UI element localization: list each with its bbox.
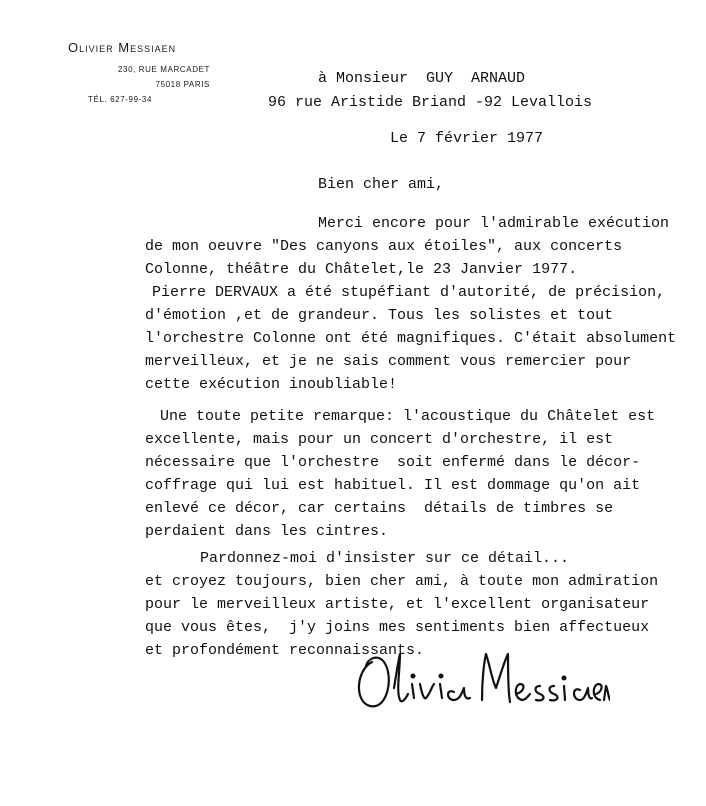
body-line: Merci encore pour l'admirable exécution: [318, 215, 670, 232]
body-line: et profondément reconnaissants.: [145, 642, 425, 659]
body-line: merveilleux, et je ne sais comment vous remercier pour: [145, 353, 632, 370]
body-line: Pardonnez-moi d'insister sur ce détail...: [200, 550, 570, 567]
body-line: Pierre DERVAUX a été stupéfiant d'autorité, de précision,: [152, 284, 666, 301]
body-line: d'émotion ,et de grandeur. Tous les solistes et tout: [145, 307, 614, 324]
body-line: coffrage qui lui est habituel. Il est dommage qu'on ait: [145, 477, 641, 494]
letterhead: [60, 40, 240, 110]
body-line: et croyez toujours, bien cher ami, à toute mon admiration: [145, 573, 659, 590]
body-line: enlevé ce décor, car certains détails de timbres se: [145, 500, 614, 517]
salutation: Bien cher ami,: [318, 176, 445, 193]
letterhead-phone: TÉL. 627-99-34: [88, 95, 152, 104]
letterhead-city: 75018 PARIS: [155, 80, 210, 89]
recipient-address: 96 rue Aristide Briand -92 Levallois: [268, 94, 593, 111]
body-line: Une toute petite remarque: l'acoustique du Châtelet est: [160, 408, 656, 425]
body-line: cette exécution inoubliable!: [145, 376, 398, 393]
body-line: pour le merveilleux artiste, et l'excellent organisateur: [145, 596, 650, 613]
body-line: que vous êtes, j'y joins mes sentiments bien affectueux: [145, 619, 650, 636]
letterhead-street: 230, RUE MARCADET: [118, 65, 210, 74]
body-line: de mon oeuvre "Des canyons aux étoiles", aux concerts: [145, 238, 623, 255]
letterhead-name: Olivier Messiaen: [68, 40, 177, 55]
body-line: l'orchestre Colonne ont été magnifiques. C'était absolument: [145, 330, 677, 347]
body-line: nécessaire que l'orchestre soit enfermé dans le décor-: [145, 454, 641, 471]
recipient-name: à Monsieur GUY ARNAUD: [318, 70, 526, 87]
letter-date: Le 7 février 1977: [390, 130, 544, 147]
body-line: excellente, mais pour un concert d'orchestre, il est: [145, 431, 614, 448]
body-line: Colonne, théâtre du Châtelet,le 23 Janvier 1977.: [145, 261, 578, 278]
body-line: perdaient dans les cintres.: [145, 523, 389, 540]
handwritten-signature: [350, 640, 610, 730]
